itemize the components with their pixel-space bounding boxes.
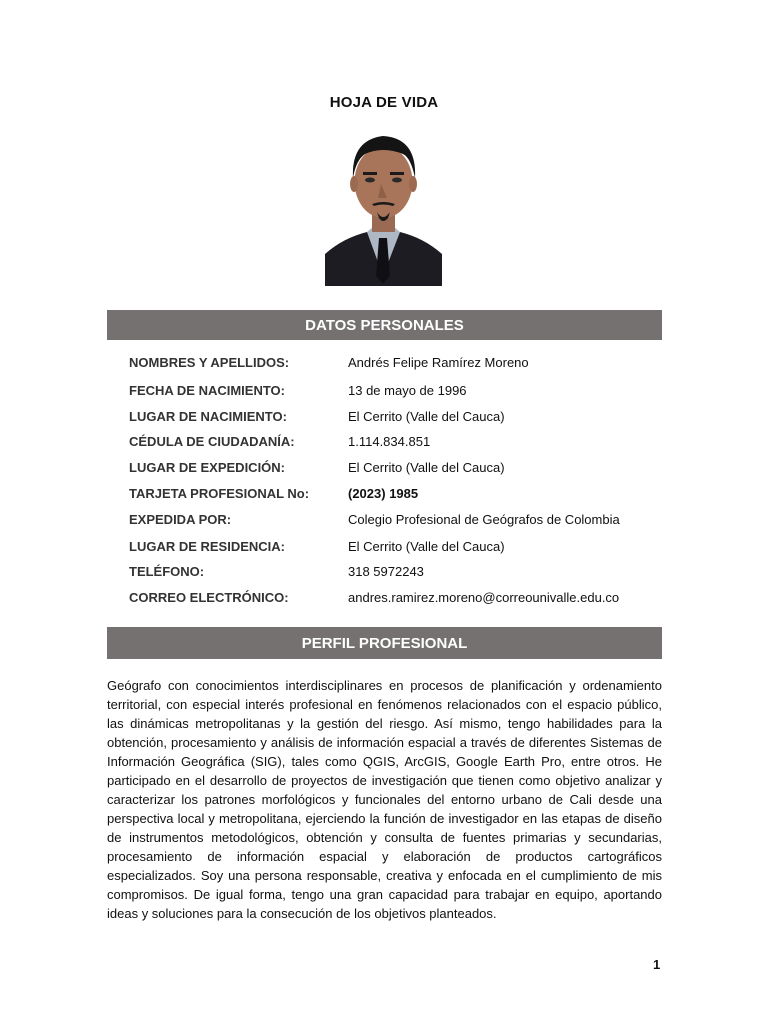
field-value: Colegio Profesional de Geógrafos de Colombia	[348, 512, 620, 527]
document-title: HOJA DE VIDA	[329, 94, 439, 111]
field-value: El Cerrito (Valle del Cauca)	[348, 539, 505, 554]
field-label: TARJETA PROFESIONAL No:	[129, 486, 310, 501]
field-value: 1.114.834.851	[348, 434, 431, 449]
field-label: EXPEDIDA POR:	[129, 512, 232, 527]
field-value: Andrés Felipe Ramírez Moreno	[348, 355, 529, 370]
field-value: El Cerrito (Valle del Cauca)	[348, 409, 505, 424]
field-label: LUGAR DE RESIDENCIA:	[129, 539, 286, 554]
section-header-profile: PERFIL PROFESIONAL	[107, 627, 662, 659]
field-value: 13 de mayo de 1996	[348, 383, 467, 398]
field-label: LUGAR DE NACIMIENTO:	[129, 409, 287, 424]
field-value: (2023) 1985	[348, 486, 419, 501]
section-header-personal: DATOS PERSONALES	[107, 310, 662, 340]
page-number: 1	[653, 957, 661, 972]
field-value: 318 5972243	[348, 564, 424, 579]
field-label: TELÉFONO:	[129, 564, 205, 579]
field-label: LUGAR DE EXPEDICIÓN:	[129, 460, 286, 475]
field-label: NOMBRES Y APELLIDOS:	[129, 355, 290, 370]
field-label: CORREO ELECTRÓNICO:	[129, 590, 289, 605]
field-label: CÉDULA DE CIUDADANÍA:	[129, 434, 295, 449]
email-value[interactable]: andres.ramirez.moreno@correounivalle.edu.co	[348, 590, 620, 605]
field-label: FECHA DE NACIMIENTO:	[129, 383, 285, 398]
profile-paragraph: Geógrafo con conocimientos interdisciplinares en procesos de planificación y ordenamiento territorial, con especial interés profesional en fenómenos relacionados con el espacio público, las dinámicas metropolitanas y la gestión del riesgo. Así mismo, tengo habilidades para la obtención, procesamiento y análisis de información espacial a través de diferentes Sistemas de Información Geográfica (SIG), tales como QGIS, ArcGIS, Google Earth Pro, entre otros. He participado en el desarrollo de proyectos de investigación que tienen como objetivo analizar y caracterizar los patrones morfológicos y funcionales del entorno urbano de Cali desde una perspectiva local y metropolitana, ejerciendo la función de investigador en las etapas de diseño de instrumentos metodológicos, obtención y consulta de fuentes primarias y secundarias, procesamiento de información espacial y elaboración de productos cartográficos especializados. Soy una persona responsable, creativa y enfocada en el cumplimiento de mis compromisos. De igual forma, tengo una gran capacidad para trabajar en equipo, aportando ideas y soluciones para la consecución de los objetivos planteados.	[107, 678, 662, 921]
profile-photo	[325, 126, 442, 286]
field-value: El Cerrito (Valle del Cauca)	[348, 460, 505, 475]
